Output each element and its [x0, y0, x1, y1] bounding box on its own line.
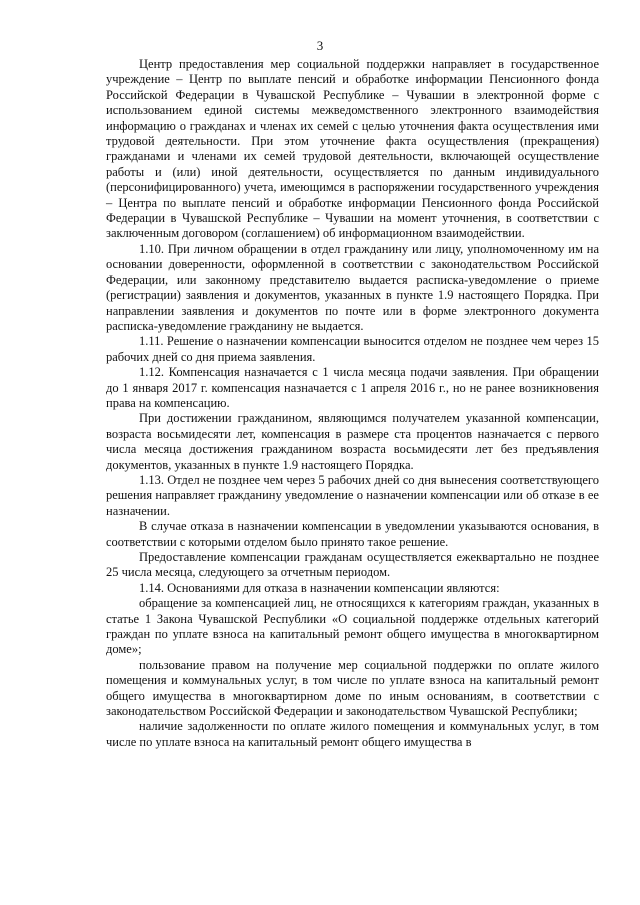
paragraph-1-13: 1.13. Отдел не позднее чем через 5 рабочих дней со дня вынесения соответствующего решения направляет гражданину уведомление о назначении компенсации или об отказе в ее назначении.: [106, 472, 599, 518]
paragraph-refusal-debt: наличие задолженности по оплате жилого помещения и коммунальных услуг, в том числе по уплате взноса на капитальный ремонт общего имущества в: [106, 719, 599, 749]
paragraph-quarterly-payment: Предоставление компенсации гражданам осуществляется ежеквартально не позднее 25 числа месяца, следующего за отчетным периодом.: [106, 550, 599, 580]
paragraph-1-12: 1.12. Компенсация назначается с 1 числа месяца подачи заявления. При обращении до 1 января 2017 г. компенсация назначается с 1 апреля 2016 г., но не ранее возникновения права на компенсацию.: [106, 365, 599, 410]
paragraph-info-exchange: Центр предоставления мер социальной поддержки направляет в государственное учреждение – Центр по выплате пенсий и обработке информации Пенсионного фонда Российской Федерации в Чувашской Республике – Чувашии в электронной форме с использованием единой системы межведомственного электронного взаимодействия информацию о гражданах и членах их семей с целью уточнения факта осуществления ими трудовой деятельности. При этом уточнение факта осуществления (прекращения) гражданами и членами их семей трудовой деятельности, включающей осуществление работы и (или) иной деятельности, осуществляется по данным индивидуального (персонифицированного) учета, имеющимся в распоряжении государственного учреждения – Центра по выплате пенсий и обработке информации Пенсионного фонда Российской Федерации в Чувашской Республике – Чувашии на момент уточнения, в соответствии с заключенным договором (соглашением) об информационном взаимодействии.: [106, 57, 599, 241]
page-number: 3: [316, 38, 324, 53]
paragraph-refusal-grounds-notice: В случае отказа в назначении компенсации в уведомлении указываются основания, в соответствии с которыми отделом было принято такое решение.: [106, 519, 599, 549]
paragraph-age-eighty: При достижении гражданином, являющимся получателем указанной компенсации, возраста восьмидесяти лет, компенсация в размере ста процентов назначается с первого числа месяца достижения гражданином возраста восьмидесяти лет без предъявления документов, указанных в пункте 1.9 настоящего Порядка.: [106, 411, 599, 472]
paragraph-refusal-category: обращение за компенсацией лиц, не относящихся к категориям граждан, указанных в статье 1 Закона Чувашской Республики «О социальной поддержке отдельных категорий граждан по уплате взноса на капитальный ремонт общего имущества в многоквартирном доме»;: [106, 596, 599, 657]
paragraph-1-10: 1.10. При личном обращении в отдел гражданину или лицу, уполномоченному им на основании доверенности, оформленной в соответствии с законодательством Российской Федерации, или законному представителю выдается расписка-уведомление о приеме (регистрации) заявления и документов, указанных в пункте 1.9 настоящего Порядка. При направлении заявления и документов по почте или в форме электронного документа расписка-уведомление гражданину не выдается.: [106, 241, 599, 333]
paragraph-refusal-other-grounds: пользование правом на получение мер социальной поддержки по оплате жилого помещения и коммунальных услуг, в том числе по уплате взноса на капитальный ремонт общего имущества в многоквартирном доме по иным основаниям, в соответствии с законодательством Российской Федерации и законодательством Чувашской Республики;: [106, 657, 599, 719]
paragraph-1-14: 1.14. Основаниями для отказа в назначении компенсации являются:: [139, 580, 500, 595]
paragraph-1-11: 1.11. Решение о назначении компенсации выносится отделом не позднее чем через 15 рабочих дней со дня приема заявления.: [106, 334, 599, 364]
document-body: [106, 57, 599, 750]
